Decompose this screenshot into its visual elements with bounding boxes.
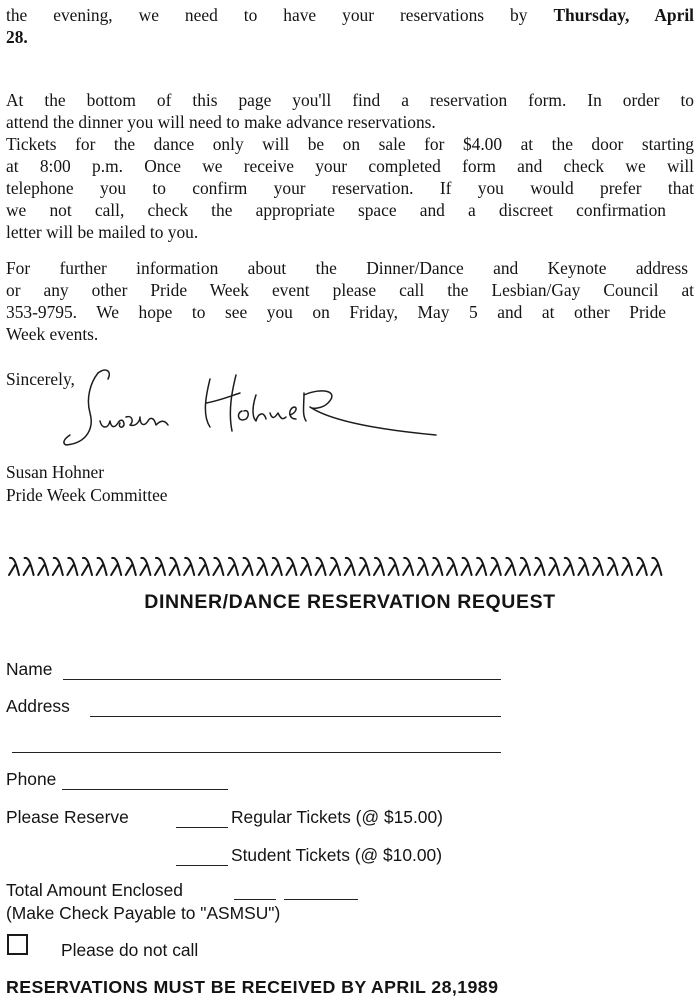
letter-line: Tickets for the dance only will be on sale for $4.00 at the door starting — [6, 134, 694, 154]
salutation: Sincerely, — [6, 369, 75, 389]
phone-field[interactable] — [62, 789, 228, 790]
letter-paragraph-info — [6, 257, 694, 345]
address-field[interactable] — [90, 716, 501, 717]
student-tickets-quantity-field[interactable] — [176, 865, 228, 866]
reserve-label: Please Reserve — [6, 807, 129, 827]
deadline-date-bold: 28. — [6, 27, 28, 47]
total-amount-dollars-field[interactable] — [234, 899, 276, 900]
regular-tickets-quantity-field[interactable] — [176, 827, 228, 828]
deadline-date-bold: Thursday, April — [553, 5, 694, 25]
form-title: DINNER/DANCE RESERVATION REQUEST — [144, 591, 556, 613]
decorative-border — [6, 555, 664, 579]
address-label: Address — [6, 696, 70, 716]
letter-line: telephone you to confirm your reservation. If you would prefer that — [6, 178, 694, 198]
total-amount-cents-field[interactable] — [284, 899, 358, 900]
regular-tickets-label: Regular Tickets (@ $15.00) — [231, 807, 443, 827]
letter-line: at 8:00 p.m. Once we receive your completed form and check we will — [6, 156, 694, 176]
name-field[interactable] — [63, 679, 501, 680]
letter-line: 353-9795. We hope to see you on Friday, May 5 and at other Pride — [6, 302, 666, 322]
letter-line: or any other Pride Week event please call the Lesbian/Gay Council at — [6, 280, 694, 300]
decorative-border-pattern — [9, 558, 661, 575]
letter-line: At the bottom of this page you'll find a reservation form. In order to — [6, 90, 694, 110]
letter-line: we not call, check the appropriate space and a discreet confirmation — [6, 200, 666, 220]
letter-line — [6, 26, 694, 48]
name-label: Name — [6, 659, 53, 679]
signer-title: Pride Week Committee — [6, 485, 168, 505]
deadline-notice: RESERVATIONS MUST BE RECEIVED BY APRIL 28,1989 — [6, 977, 499, 997]
address-line-2-field[interactable] — [12, 752, 501, 753]
signer-name: Susan Hohner — [6, 462, 105, 482]
letter-line — [6, 4, 694, 26]
phone-label: Phone — [6, 769, 57, 789]
letter-line: For further information about the Dinner/Dance and Keynote address — [6, 258, 688, 278]
do-not-call-label: Please do not call — [61, 940, 199, 960]
letter-line: Week events. — [6, 324, 99, 344]
letter-paragraph-reservations — [6, 89, 694, 243]
student-tickets-label: Student Tickets (@ $10.00) — [231, 845, 442, 865]
letter-text: the evening, we need to have your reservations by — [6, 5, 528, 25]
letter-line: attend the dinner you will need to make advance reservations. — [6, 112, 436, 132]
total-label: Total Amount Enclosed — [6, 880, 183, 900]
letter-paragraph-deadline — [6, 4, 694, 48]
do-not-call-checkbox[interactable] — [7, 934, 28, 955]
payable-note: (Make Check Payable to "ASMSU") — [6, 903, 281, 923]
handwritten-signature — [60, 355, 450, 465]
letter-line: letter will be mailed to you. — [6, 222, 199, 242]
signer-block — [6, 461, 168, 507]
